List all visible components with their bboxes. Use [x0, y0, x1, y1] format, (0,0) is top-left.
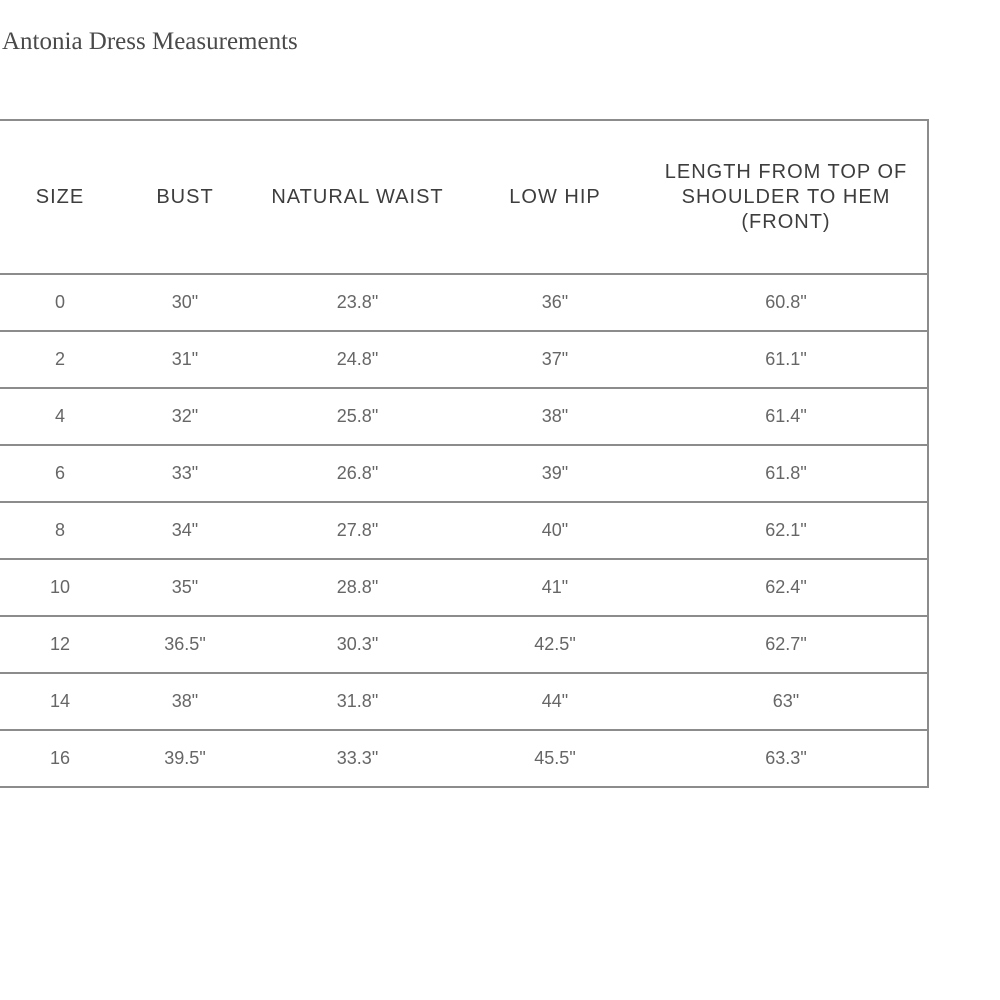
- low-hip-cell: 38": [465, 388, 645, 445]
- bust-cell: 30": [120, 274, 250, 331]
- header-natural-waist: NATURAL WAIST: [250, 120, 465, 274]
- size-cell: 6: [0, 445, 120, 502]
- length-cell: 61.8": [645, 445, 928, 502]
- bust-cell: 33": [120, 445, 250, 502]
- bust-cell: 36.5": [120, 616, 250, 673]
- header-low-hip: LOW HIP: [465, 120, 645, 274]
- length-cell: 62.1": [645, 502, 928, 559]
- natural-waist-cell: 28.8": [250, 559, 465, 616]
- table-row: [0, 331, 928, 388]
- table-row: [0, 445, 928, 502]
- measurements-table-container: [0, 119, 928, 788]
- natural-waist-cell: 25.8": [250, 388, 465, 445]
- table-row: [0, 616, 928, 673]
- table-row: [0, 502, 928, 559]
- table-row: [0, 730, 928, 787]
- low-hip-cell: 40": [465, 502, 645, 559]
- table-row: [0, 274, 928, 331]
- size-cell: 12: [0, 616, 120, 673]
- natural-waist-cell: 23.8": [250, 274, 465, 331]
- table-row: [0, 673, 928, 730]
- low-hip-cell: 44": [465, 673, 645, 730]
- natural-waist-cell: 33.3": [250, 730, 465, 787]
- natural-waist-cell: 26.8": [250, 445, 465, 502]
- size-cell: 16: [0, 730, 120, 787]
- length-cell: 61.1": [645, 331, 928, 388]
- size-cell: 10: [0, 559, 120, 616]
- natural-waist-cell: 31.8": [250, 673, 465, 730]
- header-bust: BUST: [120, 120, 250, 274]
- natural-waist-cell: 30.3": [250, 616, 465, 673]
- measurements-table: [0, 119, 929, 788]
- natural-waist-cell: 27.8": [250, 502, 465, 559]
- size-cell: 14: [0, 673, 120, 730]
- table-row: [0, 388, 928, 445]
- length-cell: 61.4": [645, 388, 928, 445]
- bust-cell: 39.5": [120, 730, 250, 787]
- header-length: LENGTH FROM TOP OF SHOULDER TO HEM (FRONT): [645, 120, 928, 274]
- bust-cell: 32": [120, 388, 250, 445]
- length-cell: 62.7": [645, 616, 928, 673]
- length-cell: 63.3": [645, 730, 928, 787]
- bust-cell: 35": [120, 559, 250, 616]
- bust-cell: 38": [120, 673, 250, 730]
- low-hip-cell: 41": [465, 559, 645, 616]
- table-body: [0, 274, 928, 787]
- low-hip-cell: 42.5": [465, 616, 645, 673]
- low-hip-cell: 45.5": [465, 730, 645, 787]
- bust-cell: 31": [120, 331, 250, 388]
- header-size: SIZE: [0, 120, 120, 274]
- length-cell: 63": [645, 673, 928, 730]
- low-hip-cell: 39": [465, 445, 645, 502]
- page-title: Antonia Dress Measurements: [2, 28, 298, 55]
- natural-waist-cell: 24.8": [250, 331, 465, 388]
- table-row: [0, 559, 928, 616]
- size-cell: 4: [0, 388, 120, 445]
- low-hip-cell: 37": [465, 331, 645, 388]
- bust-cell: 34": [120, 502, 250, 559]
- size-cell: 2: [0, 331, 120, 388]
- size-cell: 0: [0, 274, 120, 331]
- low-hip-cell: 36": [465, 274, 645, 331]
- table-header-row: [0, 120, 928, 274]
- length-cell: 60.8": [645, 274, 928, 331]
- size-cell: 8: [0, 502, 120, 559]
- length-cell: 62.4": [645, 559, 928, 616]
